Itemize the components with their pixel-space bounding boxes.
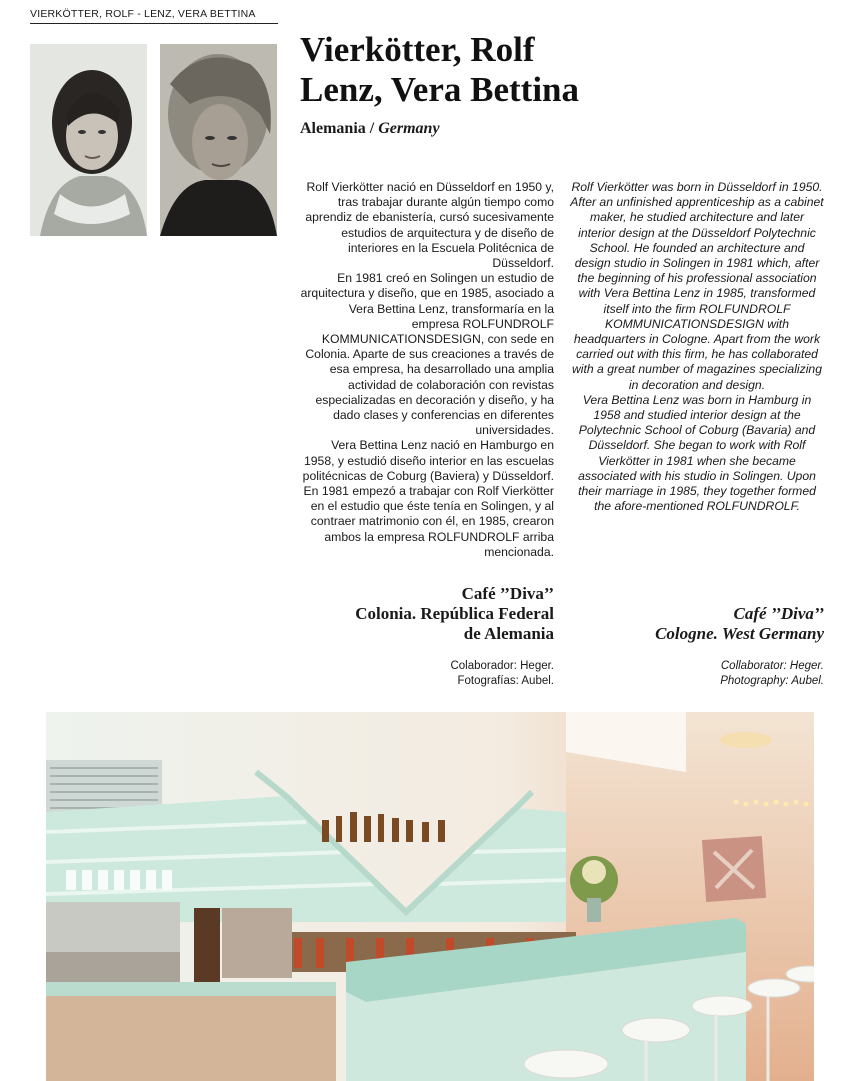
name-line-1: Vierkötter, Rolf xyxy=(300,30,535,69)
running-head: VIERKÖTTER, ROLF - LENZ, VERA BETTINA xyxy=(30,8,278,24)
cafe-interior-photo xyxy=(46,712,814,1081)
portrait-vera-bettina-lenz xyxy=(160,44,277,236)
credit-photography-en: Photography: Aubel. xyxy=(720,675,824,687)
country-es: Alemania / xyxy=(300,120,375,137)
biography-spanish xyxy=(300,180,554,560)
bio-es-paragraph-2: En 1981 creó en Solingen un estudio de arquitectura y diseño, que en 1985, asociado a Vera Bettina Lenz, transformaría en la empresa ROLFUNDROLF KOMMUNICATIONSDESIGN, con sede en Colonia. Aparte de sus creaciones a través de esa empresa, ha desarrollado una amplia actividad de colaboración con revistas especializadas en decoración y diseño, y ha dado clases y conferencias en diferentes universidades. xyxy=(300,271,554,438)
bio-es-paragraph-3: Vera Bettina Lenz nació en Hamburgo en 1958, y estudió diseño interior en las escuelas politécnicas de Coburg (Baviera) y Düsseldorf. En 1981 empezó a trabajar con Rolf Vierkötter en el estudio que éste tenía en Solingen, y al contraer matrimonio con él, en 1985, crearon ambos la empresa ROLFUNDROLF arriba mencionada. xyxy=(302,438,554,559)
country-en: Germany xyxy=(378,120,440,137)
credit-collaborator-en: Collaborator: Heger. xyxy=(720,660,824,672)
credits-spanish xyxy=(390,659,554,689)
country-line xyxy=(300,120,440,138)
project-es-line-3: de Alemania xyxy=(463,624,554,643)
credit-collaborator-es: Colaborador: Heger. xyxy=(450,660,554,672)
project-es-line-1: Café ’’Diva’’ xyxy=(461,584,554,603)
bio-en-paragraph-2: Vera Bettina Lenz was born in Hamburg in 1958 and studied interior design at the Polytechnic School of Coburg (Bavaria) and Düsseldorf. She began to work with Rolf Vierkötter in 1981 when she became associated with his studio in Solingen. Upon their marriage in 1985, they together formed the afore-mentioned ROLFUNDROLF. xyxy=(578,392,816,514)
credits-english xyxy=(660,659,824,689)
biography-english xyxy=(570,180,824,514)
project-title-spanish xyxy=(290,584,554,644)
portrait-rolf-vierkotter xyxy=(30,44,147,236)
project-en-line-1: Café ’’Diva’’ xyxy=(733,604,824,623)
bio-en-paragraph-1: Rolf Vierkötter was born in Düsseldorf in 1950. After an unfinished apprenticeship as a cabinet maker, he studied architecture and later interior design at the Düsseldorf Polytechnic School. He founded an architecture and design studio in Solingen in 1981 which, after the beginning of his professional association with Vera Bettina Lenz in 1985, transformed itself into the firm ROLFUNDROLF KOMMUNICATIONSDESIGN with headquarters in Cologne. Apart from the work carried out with this firm, he has collaborated with a great number of magazines specializing in decoration and design. xyxy=(570,180,824,392)
bio-es-paragraph-1: Rolf Vierkötter nació en Düsseldorf en 1950 y, tras trabajar durante algún tiempo como aprendiz de ebanistería, cursó sucesivamente estudios de arquitectura y de diseño de interiores en la Escuela Politécnica de Düsseldorf. xyxy=(305,180,554,271)
credit-photography-es: Fotografías: Aubel. xyxy=(457,675,554,687)
project-title-english xyxy=(560,604,824,644)
name-line-2: Lenz, Vera Bettina xyxy=(300,70,580,109)
project-es-line-2: Colonia. República Federal xyxy=(355,604,554,623)
designer-names xyxy=(300,30,579,110)
project-en-line-2: Cologne. West Germany xyxy=(655,624,824,643)
